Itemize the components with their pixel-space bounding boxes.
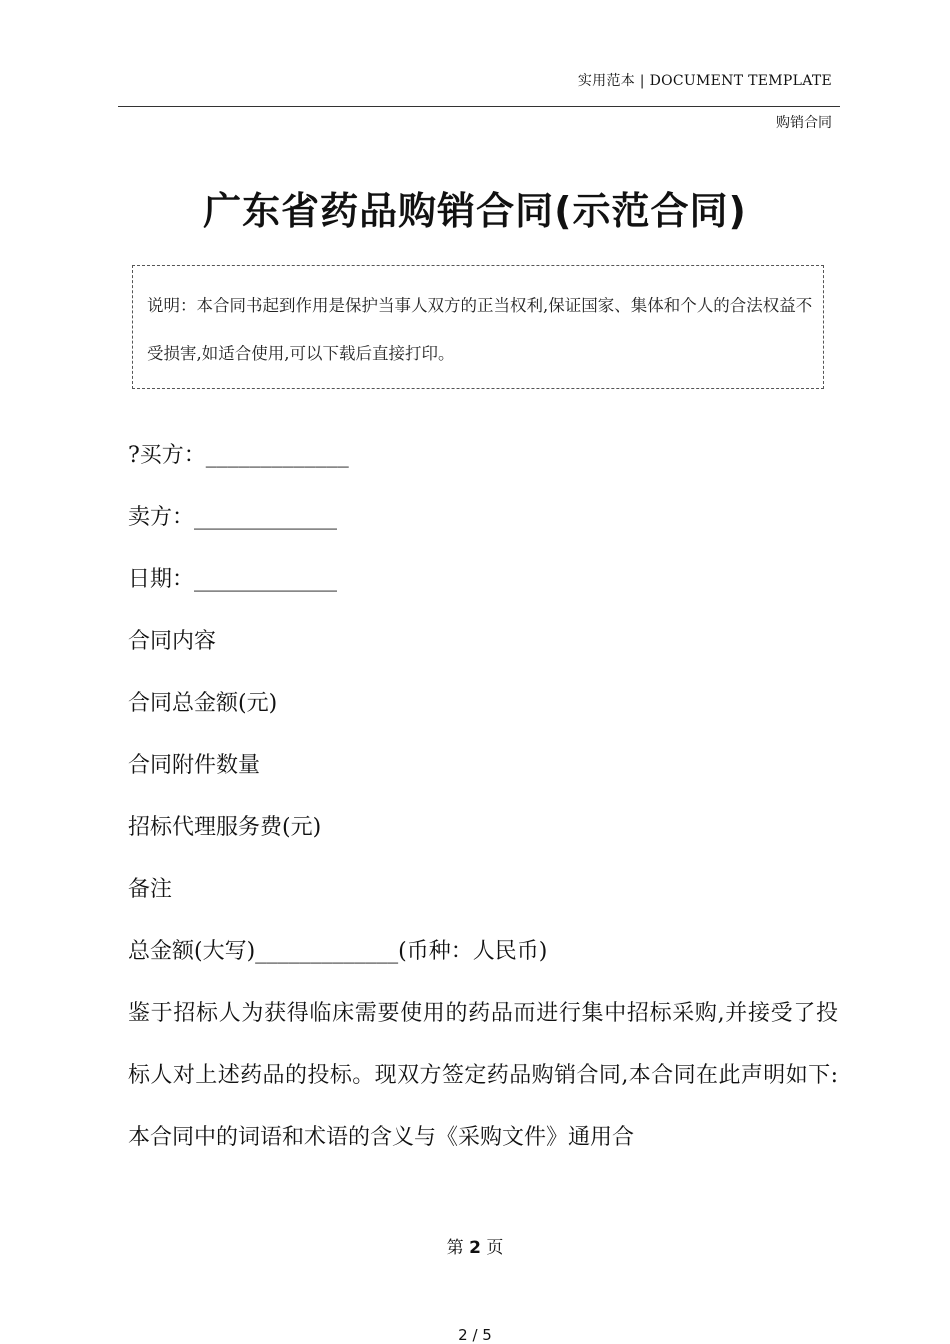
remarks-label: 备注	[128, 877, 173, 902]
attachment-count-label: 合同附件数量	[128, 753, 261, 778]
note-box	[132, 265, 824, 389]
header-sub-label: 购销合同	[776, 115, 832, 131]
page-suffix: 页	[486, 1238, 504, 1258]
note-text: 说明：本合同书起到作用是保护当事人双方的正当权利,保证国家、集体和个人的合法权益不受损害,如适合使用,可以下载后直接打印。	[147, 296, 813, 363]
body-paragraph: 鉴于招标人为获得临床需要使用的药品而进行集中招标采购,并接受了投标人对上述药品的投标。现双方签定药品购销合同,本合同在此声明如下:本合同中的词语和术语的含义与《采购文件》通用合	[128, 1001, 838, 1150]
page-number-label	[0, 1233, 950, 1258]
page-number: 2	[469, 1238, 481, 1258]
header-label: 实用范本 | DOCUMENT TEMPLATE	[577, 73, 832, 89]
total-amount-label: 合同总金额(元)	[128, 691, 278, 716]
page-prefix: 第	[446, 1238, 464, 1258]
document-title: 广东省药品购销合同(示范合同)	[203, 189, 747, 233]
date-field: 日期：_____________	[128, 567, 338, 592]
header-divider	[118, 106, 840, 107]
page-counter: 2 / 5	[458, 1326, 492, 1344]
total-capital-field: 总金额(大写)_____________(币种：人民币)	[128, 939, 548, 964]
contract-content-label: 合同内容	[128, 629, 217, 654]
agency-fee-label: 招标代理服务费(元)	[128, 815, 322, 840]
seller-field: 卖方：_____________	[128, 505, 338, 530]
buyer-field: ?买方：_____________	[128, 443, 349, 468]
